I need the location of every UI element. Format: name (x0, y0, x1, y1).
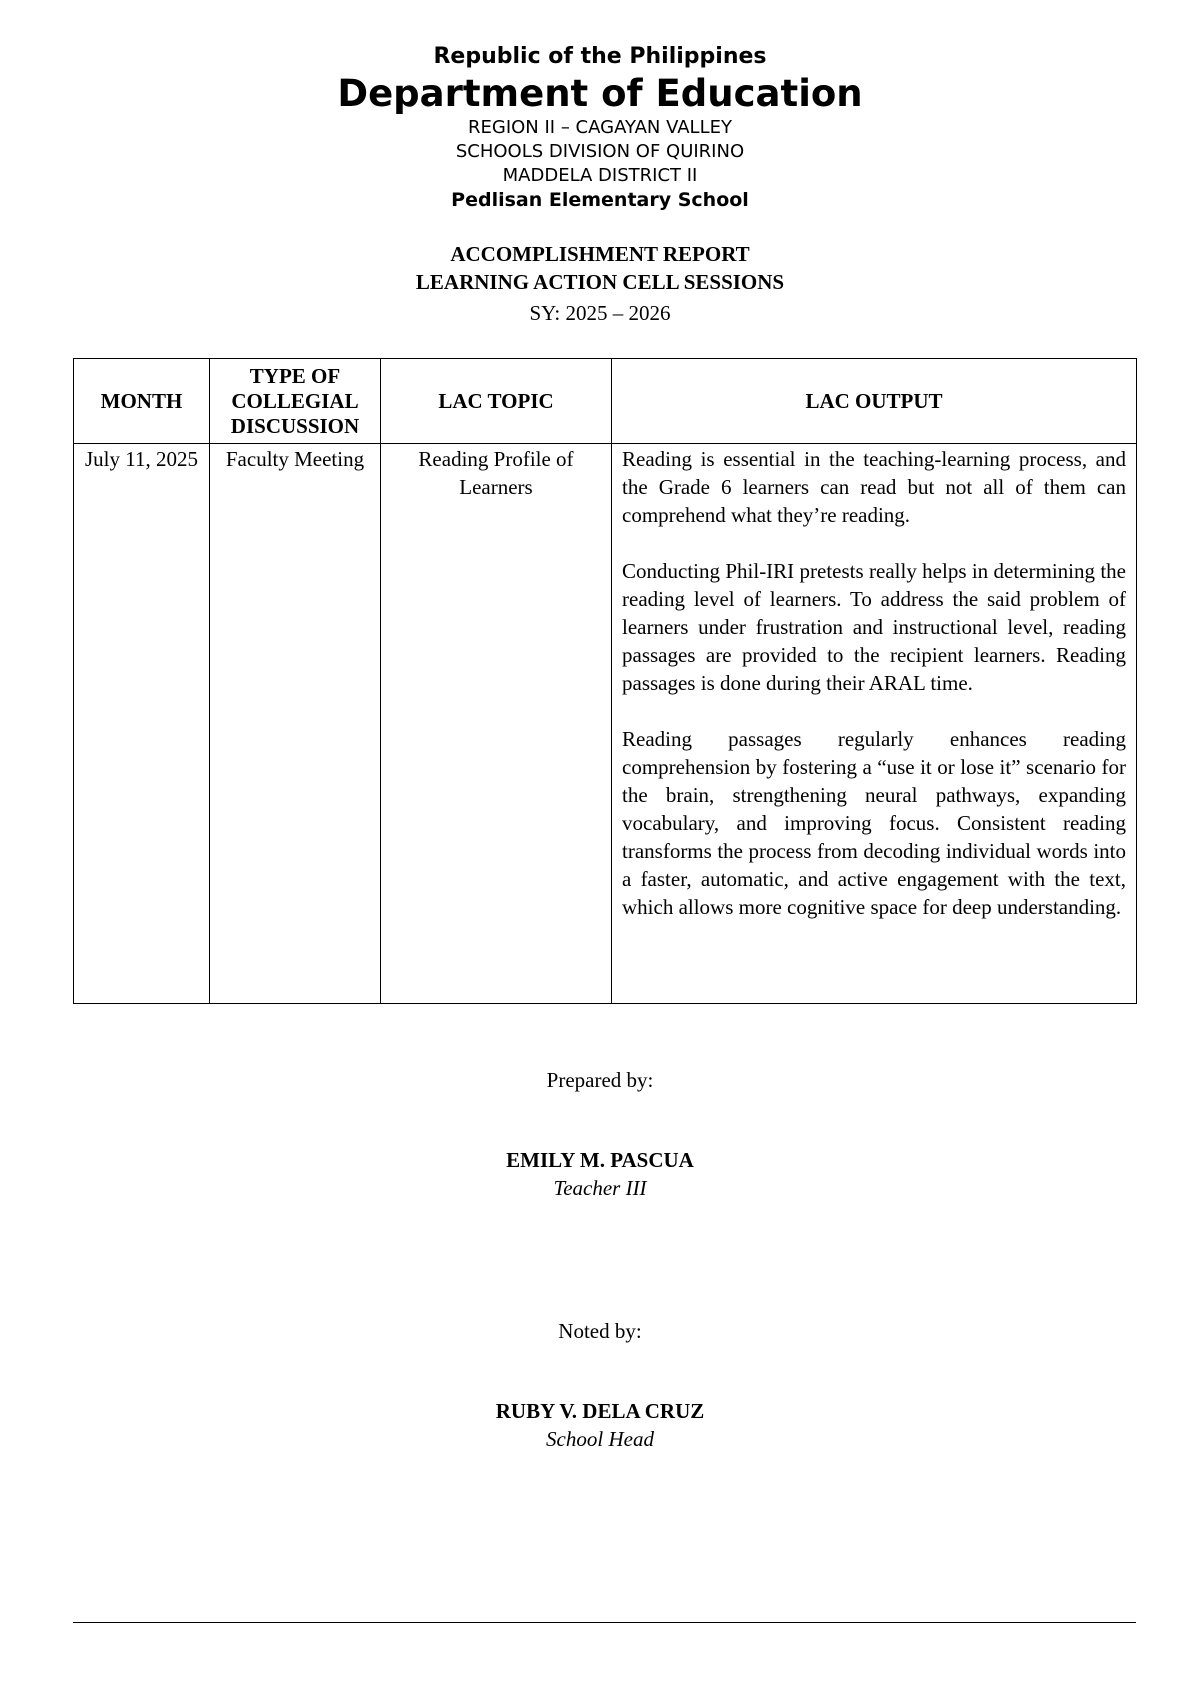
letterhead (0, 42, 1200, 213)
prepared-by-label: Prepared by: (546, 1068, 654, 1092)
header-type: TYPE OF COLLEGIAL DISCUSSION (210, 359, 381, 444)
prepared-by-block (0, 1066, 1200, 1202)
noter-role: School Head (546, 1427, 654, 1451)
footer-divider (73, 1622, 1136, 1623)
cell-month: July 11, 2025 (74, 444, 210, 1004)
division-line: SCHOOLS DIVISION OF QUIRINO (455, 141, 745, 162)
noted-by-block (0, 1317, 1200, 1453)
district-line: MADDELA DISTRICT II (502, 165, 698, 186)
lac-report-table (73, 358, 1137, 1004)
output-paragraph: Reading is essential in the teaching-learning process, and the Grade 6 learners can read but not all of them can comprehend what they’re reading. (622, 447, 1126, 527)
noter-name: RUBY V. DELA CRUZ (495, 1399, 705, 1423)
preparer-role: Teacher III (553, 1176, 647, 1200)
republic-heading: Republic of the Philippines (433, 44, 767, 69)
cell-type: Faculty Meeting (210, 444, 381, 1004)
header-output: LAC OUTPUT (612, 359, 1137, 444)
school-name: Pedlisan Elementary School (451, 189, 749, 211)
header-topic: LAC TOPIC (381, 359, 612, 444)
school-year: SY: 2025 – 2026 (529, 301, 671, 325)
region-line: REGION II – CAGAYAN VALLEY (468, 117, 732, 138)
table-header-row (74, 359, 1137, 444)
department-heading: Department of Education (337, 72, 863, 115)
cell-topic: Reading Profile of Learners (381, 444, 612, 1004)
output-paragraph: Conducting Phil-IRI pretests really helps in determining the reading level of learners. To address the said problem of learners under frustration and instructional level, reading passages are provided to the recipient learners. Reading passages is done during their ARAL time. (622, 559, 1126, 695)
header-month: MONTH (74, 359, 210, 444)
report-title-block (0, 240, 1200, 330)
preparer-name: EMILY M. PASCUA (506, 1148, 694, 1172)
noted-by-label: Noted by: (558, 1319, 642, 1343)
report-title: ACCOMPLISHMENT REPORT (450, 242, 750, 266)
report-subtitle: LEARNING ACTION CELL SESSIONS (415, 270, 785, 294)
output-paragraph: Reading passages regularly enhances reading comprehension by fostering a “use it or lose it” scenario for the brain, strengthening neural pathways, expanding vocabulary, and improving focus. Consistent reading transforms the process from decoding individual words into a faster, automatic, and active engagement with the text, which allows more cognitive space for deep understanding. (622, 727, 1126, 919)
table-row (74, 444, 1137, 1004)
cell-output (612, 444, 1137, 1004)
